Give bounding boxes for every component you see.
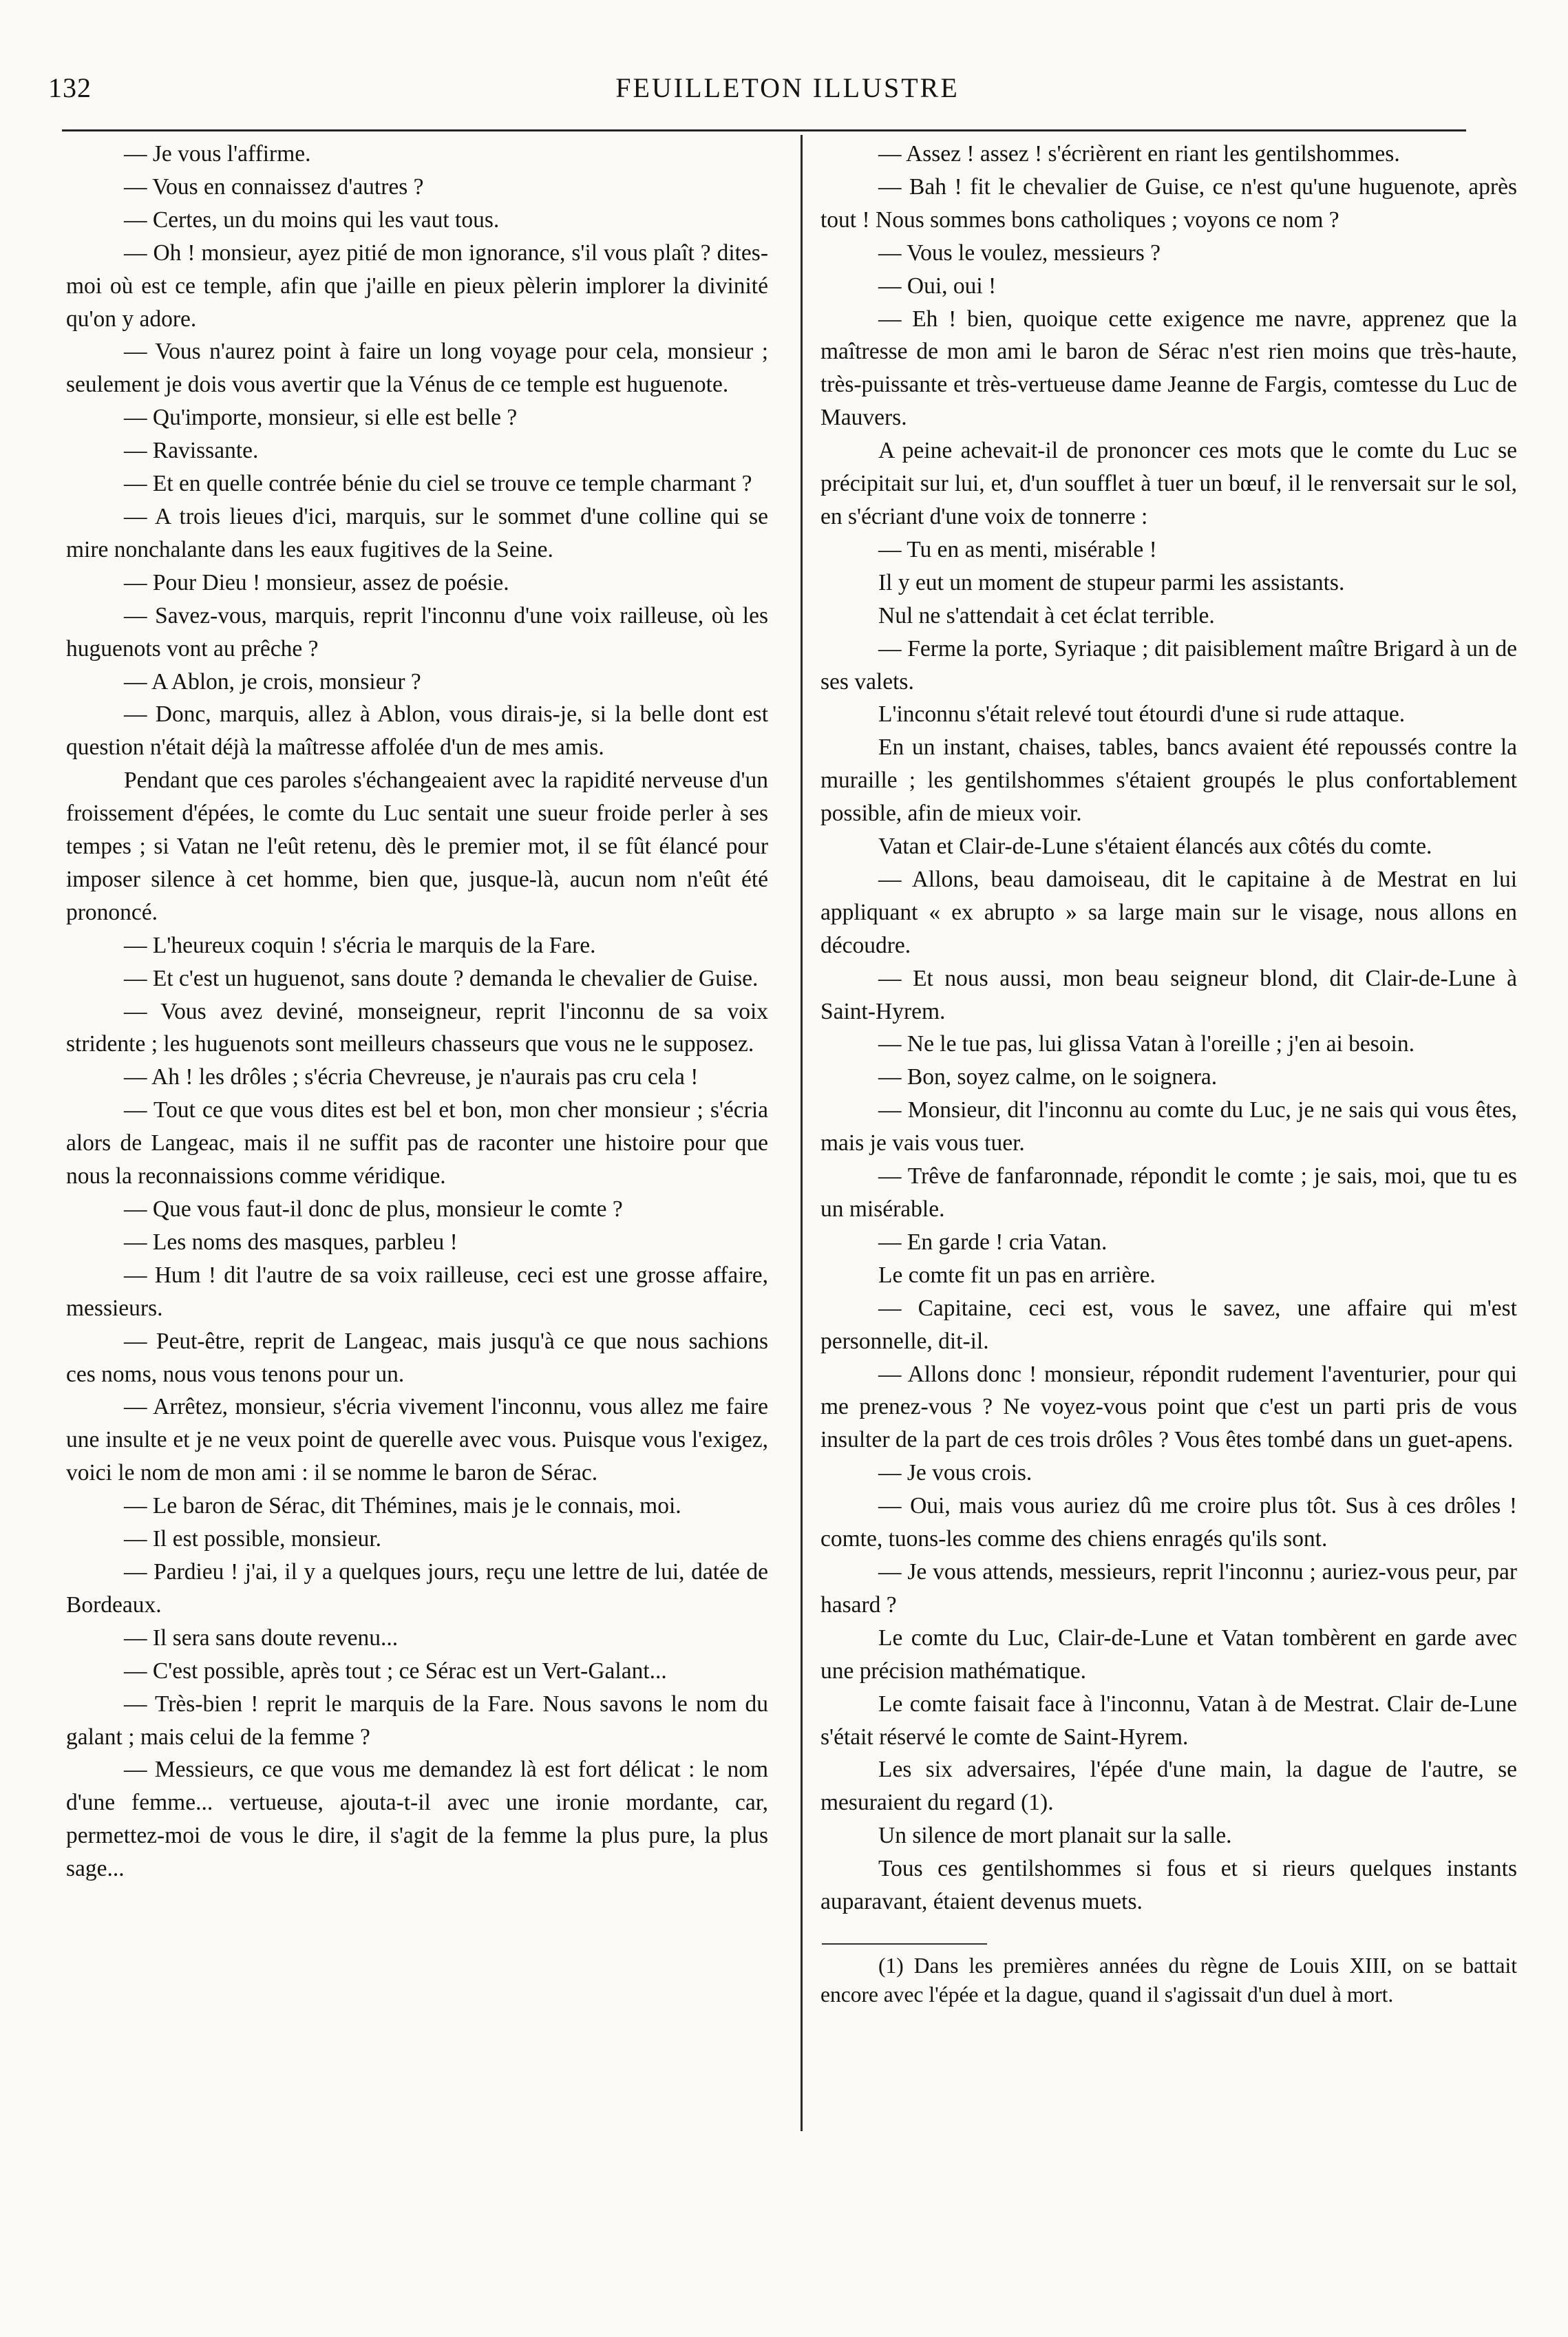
paragraph: — Le baron de Sérac, dit Thémines, mais je le connais, moi. bbox=[124, 1493, 681, 1519]
paragraph: — Peut-être, reprit de Langeac, mais jusqu'à ce que nous sachions ces noms, nous vous tenons pour un. bbox=[66, 1328, 768, 1387]
paragraph: — Allons donc ! monsieur, répondit rudement l'aventurier, pour qui me prenez-vous ? Ne voyez-vous point que c'est un parti pris de vous insulter de la part de ces trois drôles ? Vous êtes tombé dans un guet-apens. bbox=[820, 1361, 1517, 1453]
paragraph: — Donc, marquis, allez à Ablon, vous dirais-je, si la belle dont est question n'était déjà la maîtresse affolée d'un de mes amis. bbox=[66, 701, 768, 761]
paragraph: — Pour Dieu ! monsieur, assez de poésie. bbox=[124, 569, 509, 595]
paragraph: — Il sera sans doute revenu... bbox=[124, 1625, 399, 1651]
paragraph: — Que vous faut-il donc de plus, monsieur le comte ? bbox=[124, 1196, 623, 1222]
footnote-rule bbox=[822, 1943, 987, 1945]
right-column bbox=[820, 138, 1517, 2009]
paragraph: — Certes, un du moins qui les vaut tous. bbox=[124, 207, 500, 233]
paragraph: En un instant, chaises, tables, bancs avaient été repoussés contre la muraille ; les gentilshommes s'étaient groupés le plus confortablement possible, afin de mieux voir. bbox=[820, 734, 1517, 827]
paragraph: — Vous avez deviné, monseigneur, reprit l'inconnu de sa voix stridente ; les huguenots sont meilleurs chasseurs que vous ne le supposez. bbox=[66, 998, 768, 1057]
paragraph: L'inconnu s'était relevé tout étourdi d'une si rude attaque. bbox=[878, 701, 1406, 728]
paragraph: — Arrêtez, monsieur, s'écria vivement l'inconnu, vous allez me faire une insulte et je ne veux point de querelle avec vous. Puisque vous l'exigez, voici le nom de mon ami : il se nomme le baron de Sérac. bbox=[66, 1394, 768, 1486]
paragraph: — Ah ! les drôles ; s'écria Chevreuse, je n'aurais pas cru cela ! bbox=[124, 1064, 699, 1090]
paragraph: — Monsieur, dit l'inconnu au comte du Luc, je ne sais qui vous êtes, mais je vais vous tuer. bbox=[820, 1097, 1517, 1156]
paragraph: — Oui, mais vous auriez dû me croire plus tôt. Sus à ces drôles ! comte, tuons-les comme des chiens enragés qu'ils sont. bbox=[820, 1493, 1517, 1552]
paragraph: — Les noms des masques, parbleu ! bbox=[124, 1229, 458, 1255]
paragraph: Les six adversaires, l'épée d'une main, la dague de l'autre, se mesuraient du regard (1). bbox=[820, 1757, 1517, 1816]
paragraph: — Vous le voulez, messieurs ? bbox=[878, 240, 1161, 266]
paragraph: — Ravissante. bbox=[124, 438, 259, 464]
column-divider bbox=[801, 135, 803, 2131]
header-rule bbox=[62, 129, 1466, 131]
footnote: (1) Dans les premières années du règne de Louis XIII, on se battait encore avec l'épée et la dague, quand il s'agissait d'un duel à mort. bbox=[820, 1953, 1517, 2007]
running-title: FEUILLETON ILLUSTRE bbox=[615, 72, 960, 103]
paragraph: Il y eut un moment de stupeur parmi les assistants. bbox=[878, 569, 1345, 595]
paragraph: — Hum ! dit l'autre de sa voix railleuse, ceci est une grosse affaire, messieurs. bbox=[66, 1262, 768, 1321]
paragraph: Le comte fit un pas en arrière. bbox=[878, 1262, 1156, 1288]
paragraph: Vatan et Clair-de-Lune s'étaient élancés aux côtés du comte. bbox=[878, 834, 1432, 860]
paragraph: — Allons, beau damoiseau, dit le capitaine à de Mestrat en lui appliquant « ex abrupto » sa large main sur le visage, nous allons en découdre. bbox=[820, 866, 1517, 958]
paragraph: — Tout ce que vous dites est bel et bon, mon cher monsieur ; s'écria alors de Langeac, mais il ne suffit pas de raconter une histoire pour que nous la reconnaissions comme véridique. bbox=[66, 1097, 768, 1189]
paragraph: — Assez ! assez ! s'écrièrent en riant les gentilshommes. bbox=[878, 141, 1400, 167]
paragraph: — Trêve de fanfaronnade, répondit le comte ; je sais, moi, que tu es un misérable. bbox=[820, 1163, 1517, 1222]
paragraph: — Savez-vous, marquis, reprit l'inconnu d'une voix railleuse, où les huguenots vont au prêche ? bbox=[66, 602, 768, 662]
paragraph: — Eh ! bien, quoique cette exigence me navre, apprenez que la maîtresse de mon ami le baron de Sérac n'est rien moins que très-haute, très-puissante et très-vertueuse dame Jeanne de Fargis, comtesse du Luc de Mauvers. bbox=[820, 306, 1517, 431]
paragraph: — Vous en connaissez d'autres ? bbox=[124, 173, 424, 200]
paragraph: — Oh ! monsieur, ayez pitié de mon ignorance, s'il vous plaît ? dites-moi où est ce temple, afin que j'aille en pieux pèlerin implorer la divinité qu'on y adore. bbox=[66, 240, 768, 332]
paragraph: — Capitaine, ceci est, vous le savez, une affaire qui m'est personnelle, dit-il. bbox=[820, 1295, 1517, 1354]
paragraph: — Je vous l'affirme. bbox=[124, 141, 311, 167]
left-column bbox=[66, 138, 768, 1885]
paragraph: — En garde ! cria Vatan. bbox=[878, 1229, 1108, 1255]
paragraph: Le comte faisait face à l'inconnu, Vatan à de Mestrat. Clair de-Lune s'était réservé le comte de Saint-Hyrem. bbox=[820, 1691, 1517, 1750]
paragraph: — Ferme la porte, Syriaque ; dit paisiblement maître Brigard à un de ses valets. bbox=[820, 635, 1517, 695]
page-number: 132 bbox=[48, 72, 92, 103]
paragraph: — Il est possible, monsieur. bbox=[124, 1526, 382, 1552]
paragraph: — Bah ! fit le chevalier de Guise, ce n'est qu'une huguenote, après tout ! Nous sommes bons catholiques ; voyons ce nom ? bbox=[820, 173, 1517, 233]
paragraph: — Ne le tue pas, lui glissa Vatan à l'oreille ; j'en ai besoin. bbox=[878, 1031, 1415, 1057]
paragraph: — Et nous aussi, mon beau seigneur blond, dit Clair-de-Lune à Saint-Hyrem. bbox=[820, 965, 1517, 1024]
paragraph: — Oui, oui ! bbox=[878, 273, 997, 299]
paragraph: — A trois lieues d'ici, marquis, sur le sommet d'une colline qui se mire nonchalante dans les eaux fugitives de la Seine. bbox=[66, 503, 768, 562]
paragraph: — Très-bien ! reprit le marquis de la Fare. Nous savons le nom du galant ; mais celui de la femme ? bbox=[66, 1691, 768, 1750]
paragraph: Le comte du Luc, Clair-de-Lune et Vatan tombèrent en garde avec une précision mathématique. bbox=[820, 1625, 1517, 1684]
paragraph: — Tu en as menti, misérable ! bbox=[878, 536, 1157, 562]
paragraph: — Pardieu ! j'ai, il y a quelques jours, reçu une lettre de lui, datée de Bordeaux. bbox=[66, 1558, 768, 1618]
paragraph: Un silence de mort planait sur la salle. bbox=[878, 1823, 1232, 1849]
paragraph: — Bon, soyez calme, on le soignera. bbox=[878, 1064, 1218, 1090]
paragraph: — C'est possible, après tout ; ce Sérac est un Vert-Galant... bbox=[124, 1658, 667, 1684]
paragraph: Pendant que ces paroles s'échangeaient avec la rapidité nerveuse d'un froissement d'épées, le comte du Luc sentait une sueur froide perler à ses tempes ; si Vatan ne l'eût retenu, dès le premier mot, il se fût élancé pour imposer silence à cet homme, bien que, jusque-là, aucun nom n'eût été prononcé. bbox=[66, 768, 768, 925]
paragraph: — Qu'importe, monsieur, si elle est belle ? bbox=[124, 405, 518, 431]
page-header bbox=[48, 66, 1527, 114]
paragraph: Nul ne s'attendait à cet éclat terrible. bbox=[878, 602, 1215, 628]
paragraph: — A Ablon, je crois, monsieur ? bbox=[124, 668, 421, 695]
paragraph: — Et en quelle contrée bénie du ciel se trouve ce temple charmant ? bbox=[124, 471, 752, 497]
paragraph: — Messieurs, ce que vous me demandez là est fort délicat : le nom d'une femme... vertueuse, ajouta-t-il avec une ironie mordante, car, permettez-moi de vous le dire, il s'agit de la femme la plus pure, la plus sage... bbox=[66, 1757, 768, 1882]
paragraph: — L'heureux coquin ! s'écria le marquis de la Fare. bbox=[124, 932, 596, 958]
paragraph: — Je vous crois. bbox=[878, 1460, 1032, 1486]
paragraph: — Vous n'aurez point à faire un long voyage pour cela, monsieur ; seulement je dois vous avertir que la Vénus de ce temple est huguenote. bbox=[66, 339, 768, 398]
paragraph: A peine achevait-il de prononcer ces mots que le comte du Luc se précipitait sur lui, et, d'un soufflet à tuer un bœuf, il le renversait sur le sol, en s'écriant d'une voix de tonnerre : bbox=[820, 438, 1517, 529]
paragraph: Tous ces gentilshommes si fous et si rieurs quelques instants auparavant, étaient devenus muets. bbox=[820, 1856, 1517, 1915]
paragraph: — Je vous attends, messieurs, reprit l'inconnu ; auriez-vous peur, par hasard ? bbox=[820, 1558, 1517, 1618]
paragraph: — Et c'est un huguenot, sans doute ? demanda le chevalier de Guise. bbox=[124, 965, 759, 991]
